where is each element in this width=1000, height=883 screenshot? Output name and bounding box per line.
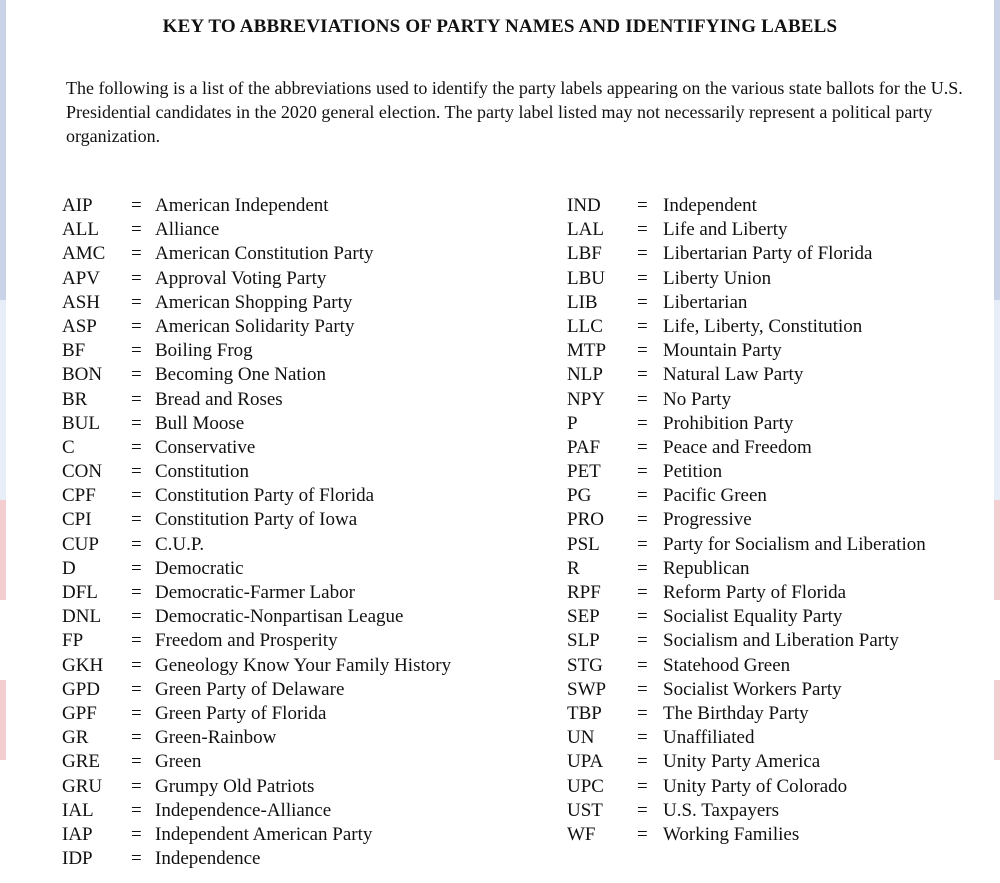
party-name: Geneology Know Your Family History [155,654,452,676]
abbreviation-code: PAF [567,436,601,458]
equals-sign: = [637,388,648,410]
abbreviation-code: UPC [567,775,604,797]
abbreviation-code: LBF [567,243,602,265]
abbreviation-code: LLC [567,315,603,337]
equals-sign: = [131,848,142,870]
equals-sign: = [131,364,142,386]
abbreviation-code: DNL [62,606,102,628]
equals-sign: = [131,243,142,265]
party-name: No Party [663,388,732,410]
equals-sign: = [131,485,142,507]
abbreviation-code: UST [567,799,603,821]
equals-sign: = [131,557,142,579]
equals-sign: = [637,775,648,797]
abbreviation-code: BON [62,364,103,386]
equals-sign: = [131,509,142,531]
abbreviation-code: UN [567,727,595,749]
equals-sign: = [637,630,648,652]
party-name: American Constitution Party [155,243,374,265]
abbreviation-code: NLP [567,364,603,386]
equals-sign: = [131,195,142,216]
equals-sign: = [637,340,648,362]
equals-sign: = [637,751,648,773]
abbreviation-code: GKH [62,654,104,676]
equals-sign: = [637,509,648,531]
abbreviation-code: AMC [62,243,106,265]
abbreviation-code: SWP [567,678,607,700]
party-name: Democratic-Farmer Labor [155,582,355,603]
equals-sign: = [637,557,648,579]
abbreviation-code: LIB [567,291,598,313]
abbreviation-code: C [62,436,75,458]
equals-sign: = [131,727,142,749]
abbreviation-code: AIP [62,195,93,216]
party-name: Independent [663,195,757,216]
abbreviation-code: CON [62,461,103,483]
equals-sign: = [131,291,142,313]
party-name: Grumpy Old Patriots [155,775,315,797]
party-name: Democratic [155,557,244,579]
party-name: Bread and Roses [155,388,283,410]
abbreviation-code: LAL [567,219,604,241]
abbreviation-code: IAP [62,823,93,845]
party-name: Bull Moose [155,412,245,434]
abbreviation-code: PSL [567,533,600,555]
party-name: Socialist Equality Party [663,606,843,628]
abbreviation-code: LBU [567,267,605,289]
equals-sign: = [637,727,648,749]
equals-sign: = [131,388,142,410]
party-name: Peace and Freedom [663,436,812,458]
party-name: Life and Liberty [663,219,788,241]
party-name: Unity Party of Colorado [663,775,848,797]
party-name: Alliance [155,219,220,241]
abbreviation-code: P [567,412,578,434]
abbreviation-code: IND [567,195,601,216]
equals-sign: = [131,267,142,289]
abbreviation-code: NPY [567,388,606,410]
equals-sign: = [131,533,142,555]
equals-sign: = [131,630,142,652]
party-name: Libertarian [663,291,748,313]
abbreviation-code: DFL [62,582,98,603]
party-name: Reform Party of Florida [663,582,847,603]
equals-sign: = [131,702,142,724]
party-name: C.U.P. [155,533,205,555]
equals-sign: = [637,436,648,458]
party-name: Prohibition Party [663,412,794,434]
party-name: Working Families [663,823,800,845]
equals-sign: = [131,606,142,628]
abbreviation-code: SLP [567,630,600,652]
abbreviation-code: PET [567,461,601,483]
party-name: Boiling Frog [155,340,253,362]
abbreviation-code: BR [62,388,88,410]
abbreviation-code: ASH [62,291,101,313]
abbreviation-code: WF [567,823,596,845]
party-name: U.S. Taxpayers [663,799,779,821]
abbreviation-code: RPF [567,582,601,603]
party-name: Constitution Party of Florida [155,485,375,507]
party-name: Statehood Green [663,654,791,676]
party-name: Socialist Workers Party [663,678,842,700]
abbreviation-code: FP [62,630,84,652]
abbreviation-code: BUL [62,412,100,434]
party-name: Democratic-Nonpartisan League [155,606,404,628]
equals-sign: = [131,823,142,845]
abbreviation-code: STG [567,654,603,676]
equals-sign: = [131,461,142,483]
equals-sign: = [131,219,142,241]
party-name: American Shopping Party [155,291,353,313]
equals-sign: = [131,582,142,603]
equals-sign: = [637,485,648,507]
party-name: Unity Party America [663,751,821,773]
equals-sign: = [637,364,648,386]
equals-sign: = [131,775,142,797]
party-name: American Solidarity Party [155,315,355,337]
party-name: The Birthday Party [663,702,809,724]
equals-sign: = [637,823,648,845]
equals-sign: = [637,315,648,337]
equals-sign: = [131,678,142,700]
party-name: Conservative [155,436,256,458]
party-name: Green Party of Florida [155,702,327,724]
page-title: KEY TO ABBREVIATIONS OF PARTY NAMES AND IDENTIFYING LABELS [162,16,838,37]
party-name: Independence [155,848,261,870]
equals-sign: = [637,219,648,241]
equals-sign: = [131,412,142,434]
abbreviation-code: UPA [567,751,604,773]
equals-sign: = [637,243,648,265]
equals-sign: = [637,195,648,216]
party-name: Constitution Party of Iowa [155,509,358,531]
party-name: Green Party of Delaware [155,678,345,700]
abbreviation-code: CPF [62,485,96,507]
abbreviation-code: CPI [62,509,92,531]
abbreviation-code: R [567,557,580,579]
party-name: Pacific Green [663,485,767,507]
party-name: Unaffiliated [663,727,755,749]
equals-sign: = [131,340,142,362]
equals-sign: = [131,654,142,676]
equals-sign: = [637,799,648,821]
equals-sign: = [131,799,142,821]
equals-sign: = [637,654,648,676]
equals-sign: = [637,702,648,724]
abbreviation-code: IAL [62,799,94,821]
equals-sign: = [637,606,648,628]
party-name: Becoming One Nation [155,364,326,386]
abbreviation-code: GR [62,727,89,749]
abbreviation-code: ALL [62,219,99,241]
equals-sign: = [637,582,648,603]
party-name: Independence-Alliance [155,799,332,821]
left-edge-decoration [0,0,6,883]
equals-sign: = [637,678,648,700]
abbreviation-code: ASP [62,315,97,337]
intro-paragraph: The following is a list of the abbreviations used to identify the party labels appearing on the various state ballots for the U.S. Presidential candidates in the 2020 general election. The party label listed may not necessarily represent a political party organization. [66,78,963,146]
abbreviation-code: PRO [567,509,604,531]
party-name: Libertarian Party of Florida [663,243,873,265]
abbreviation-code: GPD [62,678,101,700]
abbreviation-code: BF [62,340,86,362]
abbreviation-code: GPF [62,702,97,724]
abbreviation-code: CUP [62,533,99,555]
equals-sign: = [131,436,142,458]
party-name: Socialism and Liberation Party [663,630,899,652]
party-name: Republican [663,557,750,579]
party-name: Approval Voting Party [155,267,327,289]
abbreviation-code: SEP [567,606,600,628]
equals-sign: = [637,461,648,483]
party-name: Mountain Party [663,340,782,362]
equals-sign: = [131,315,142,337]
party-name: Life, Liberty, Constitution [663,315,863,337]
abbreviation-code: IDP [62,848,93,870]
party-name: Constitution [155,461,249,483]
abbreviation-code: D [62,557,76,579]
abbreviation-code: TBP [567,702,602,724]
party-name: Green [155,751,202,773]
right-edge-decoration [994,0,1000,883]
abbreviation-code: GRU [62,775,103,797]
party-name: Independent American Party [155,823,373,845]
party-name: Freedom and Prosperity [155,630,338,652]
party-name: Natural Law Party [663,364,804,386]
abbreviation-code: PG [567,485,592,507]
abbreviation-code: MTP [567,340,607,362]
abbreviation-code: GRE [62,751,100,773]
equals-sign: = [637,291,648,313]
equals-sign: = [637,533,648,555]
party-name: Progressive [663,509,752,531]
abbreviation-code: APV [62,267,101,289]
party-name: Petition [663,461,723,483]
party-name: American Independent [155,195,329,216]
equals-sign: = [637,267,648,289]
party-name: Green-Rainbow [155,727,277,749]
party-name: Liberty Union [663,267,772,289]
equals-sign: = [637,412,648,434]
equals-sign: = [131,751,142,773]
party-name: Party for Socialism and Liberation [663,533,926,555]
